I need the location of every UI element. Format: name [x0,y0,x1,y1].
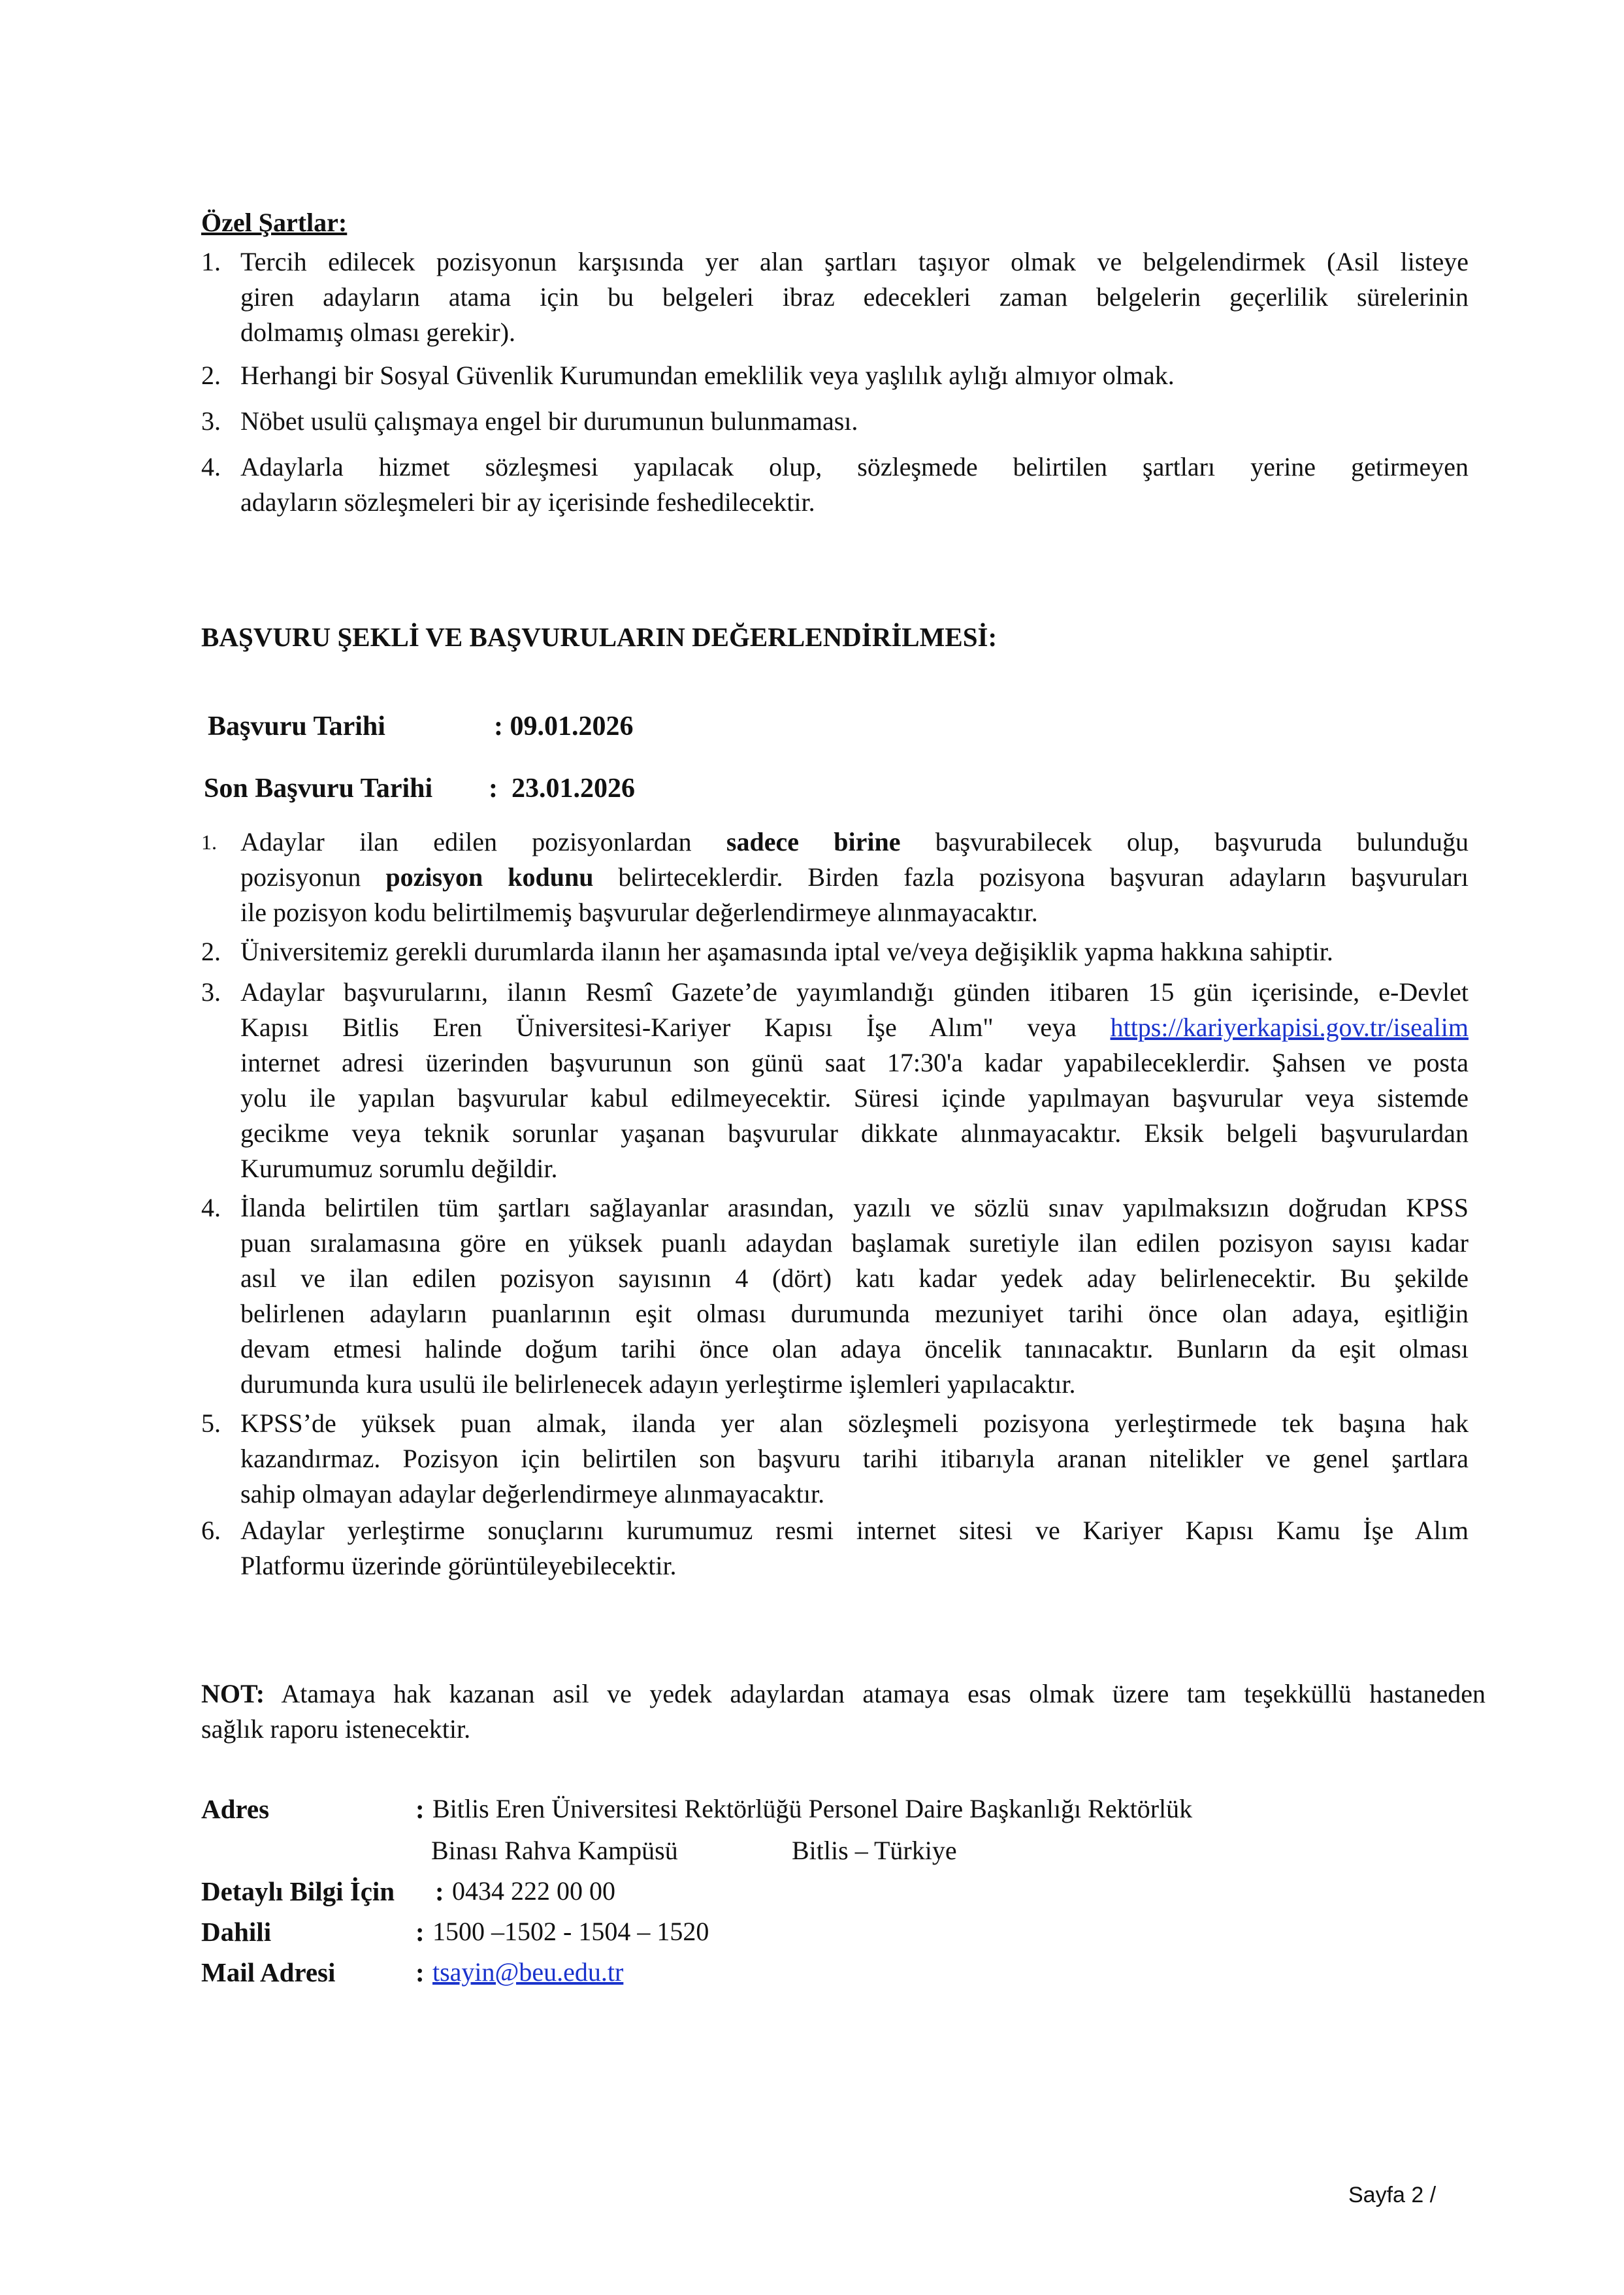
start-date-value: : 09.01.2026 [494,711,634,741]
text-line: KPSS’de yüksek puan almak, ilanda yer alan sözleşmeli pozisyona yerleştirmede tek başına hak [240,1408,1469,1438]
mail-colon: : [415,1957,425,1987]
text-line: Kurumumuz sorumlu değildir. [240,1154,558,1183]
text-line: adayların sözleşmeleri bir ay içerisinde feshedilecektir. [240,487,815,517]
text-segment: Kapısı Bitlis Eren Üniversitesi-Kariyer Kapısı İşe Alım" veya [240,1013,1077,1042]
application-item-5 [240,1406,1469,1512]
application-item-4 [240,1190,1469,1402]
address-line-2b: Bitlis – Türkiye [792,1836,957,1865]
list-number: 1. [201,830,217,854]
page-number: Sayfa 2 / [1348,2183,1437,2207]
text-line: Adaylar başvurularını, ilanın Resmî Gazete’de yayımlandığı günden itibaren 15 gün içerisinde, e-Devlet [240,977,1469,1007]
text-line: asıl ve ilan edilen pozisyon sayısının 4 (dört) katı kadar yedek aday belirlenecektir. Bu şekilde [240,1263,1469,1293]
text-line: İlanda belirtilen tüm şartları sağlayanlar arasından, yazılı ve sözlü sınav yapılmaksızın doğrudan KPSS [240,1193,1469,1222]
phone-number: 0434 222 00 00 [452,1876,615,1906]
text-line: Adaylarla hizmet sözleşmesi yapılacak olup, sözleşmede belirtilen şartları yerine getirmeyen [240,452,1469,481]
special-condition-3 [240,404,1469,439]
text-line: Üniversitemiz gerekli durumlarda ilanın her aşamasında iptal ve/veya değişiklik yapma hakkına sahiptir. [240,937,1333,966]
emphasis-text: pozisyon kodunu [385,862,594,892]
list-number: 6. [201,1516,221,1545]
text-segment: Atamaya hak kazanan asil ve yedek adaylardan atamaya esas olmak üzere tam teşekküllü hastaneden [281,1679,1486,1708]
text-line: yolu ile yapılan başvurular kabul edilmeyecektir. Süresi içinde yapılmayan başvurular veya sistemde [240,1083,1469,1113]
text-segment: pozisyonun [240,862,361,892]
text-line: Platformu üzerinde görüntüleyebilecektir. [240,1551,677,1580]
info-label: Detaylı Bilgi İçin [201,1876,395,1906]
text-line: gecikme veya teknik sorunlar yaşanan başvurular dikkate alınmayacaktır. Eksik belgeli başvurulardan [240,1118,1469,1148]
mail-label: Mail Adresi [201,1957,336,1987]
address-label: Adres [201,1794,270,1824]
list-number: 4. [201,1193,221,1222]
list-number: 4. [201,452,221,481]
note-label: NOT: [201,1679,265,1708]
info-colon: : [435,1876,444,1906]
list-number: 2. [201,937,221,966]
address-colon: : [415,1794,425,1824]
start-date-label: Başvuru Tarihi [208,711,385,741]
text-line: internet adresi üzerinden başvurunun son günü saat 17:30'a kadar yapabileceklerdir. Şahsen ve posta [240,1048,1469,1077]
text-segment: belirteceklerdir. Birden fazla pozisyona başvuran adayların başvuruları [618,862,1469,892]
application-item-2 [240,934,1482,969]
list-number: 3. [201,406,221,436]
extension-colon: : [415,1917,425,1947]
application-item-1 [240,824,1469,930]
application-item-3 [240,975,1469,1186]
application-item-6 [240,1513,1469,1584]
end-date-value: : 23.01.2026 [489,773,635,804]
text-line [240,860,1469,895]
text-line [201,1676,1486,1712]
address-line-1: Bitlis Eren Üniversitesi Rektörlüğü Personel Daire Başkanlığı Rektörlük [432,1794,1193,1823]
text-line: sağlık raporu istenecektir. [201,1714,471,1744]
text-line: giren adayların atama için bu belgeleri ibraz edecekleri zaman belgelerin geçerlilik sürelerinin [240,282,1469,312]
list-number: 2. [201,361,221,390]
address-line-2a: Binası Rahva Kampüsü [431,1836,678,1865]
text-line [240,824,1469,860]
text-line: sahip olmayan adaylar değerlendirmeye alınmayacaktır. [240,1479,825,1508]
text-line: dolmamış olması gerekir). [240,317,516,347]
text-line: puan sıralamasına göre en yüksek puanlı adaydan başlamak suretiyle ilan edilen pozisyon sayısı kadar [240,1228,1469,1258]
mail-link[interactable]: tsayin@beu.edu.tr [432,1957,624,1987]
text-line: belirlenen adayların puanlarının eşit olması durumunda mezuniyet tarihi önce olan adaya, eşitliğin [240,1299,1469,1328]
special-condition-1 [240,244,1469,350]
list-number: 5. [201,1408,221,1438]
text-segment: Adaylar ilan edilen pozisyonlardan [240,827,692,856]
text-segment: başvurabilecek olup, başvuruda bulunduğu [935,827,1469,856]
text-line: devam etmesi halinde doğum tarihi önce olan adaya öncelik tanınacaktır. Bunların da eşit olması [240,1334,1469,1363]
note-block [201,1676,1486,1747]
end-date-label: Son Başvuru Tarihi [204,773,433,804]
special-condition-2 [240,358,1469,393]
emphasis-text: sadece birine [726,827,901,856]
text-line: durumunda kura usulü ile belirlenecek adayın yerleştirme işlemleri yapılacaktır. [240,1369,1076,1399]
text-line: Tercih edilecek pozisyonun karşısında yer alan şartları taşıyor olmak ve belgelendirmek (Asil listeye [240,247,1469,276]
text-line: kazandırmaz. Pozisyon için belirtilen son başvuru tarihi itibarıyla aranan nitelikler ve genel şartlara [240,1444,1469,1473]
text-line: ile pozisyon kodu belirtilmemiş başvurular değerlendirmeye alınmayacaktır. [240,898,1038,927]
text-line: Adaylar yerleştirme sonuçlarını kurumumuz resmi internet sitesi ve Kariyer Kapısı Kamu İşe Alım [240,1516,1469,1545]
extension-numbers: 1500 –1502 - 1504 – 1520 [432,1917,709,1946]
kariyer-kapisi-link[interactable]: https://kariyerkapisi.gov.tr/isealim [1110,1013,1469,1042]
text-line [240,1010,1469,1045]
special-condition-4 [240,449,1469,520]
text-line: Nöbet usulü çalışmaya engel bir durumunun bulunmaması. [240,406,858,436]
list-number: 3. [201,977,221,1007]
special-conditions-heading: Özel Şartlar: [201,208,348,237]
text-line: Herhangi bir Sosyal Güvenlik Kurumundan emeklilik veya yaşlılık aylığı almıyor olmak. [240,361,1175,390]
application-heading: BAŞVURU ŞEKLİ VE BAŞVURULARIN DEĞERLENDİRİLMESİ: [201,622,998,652]
list-number: 1. [201,247,221,276]
extension-label: Dahili [201,1917,272,1947]
